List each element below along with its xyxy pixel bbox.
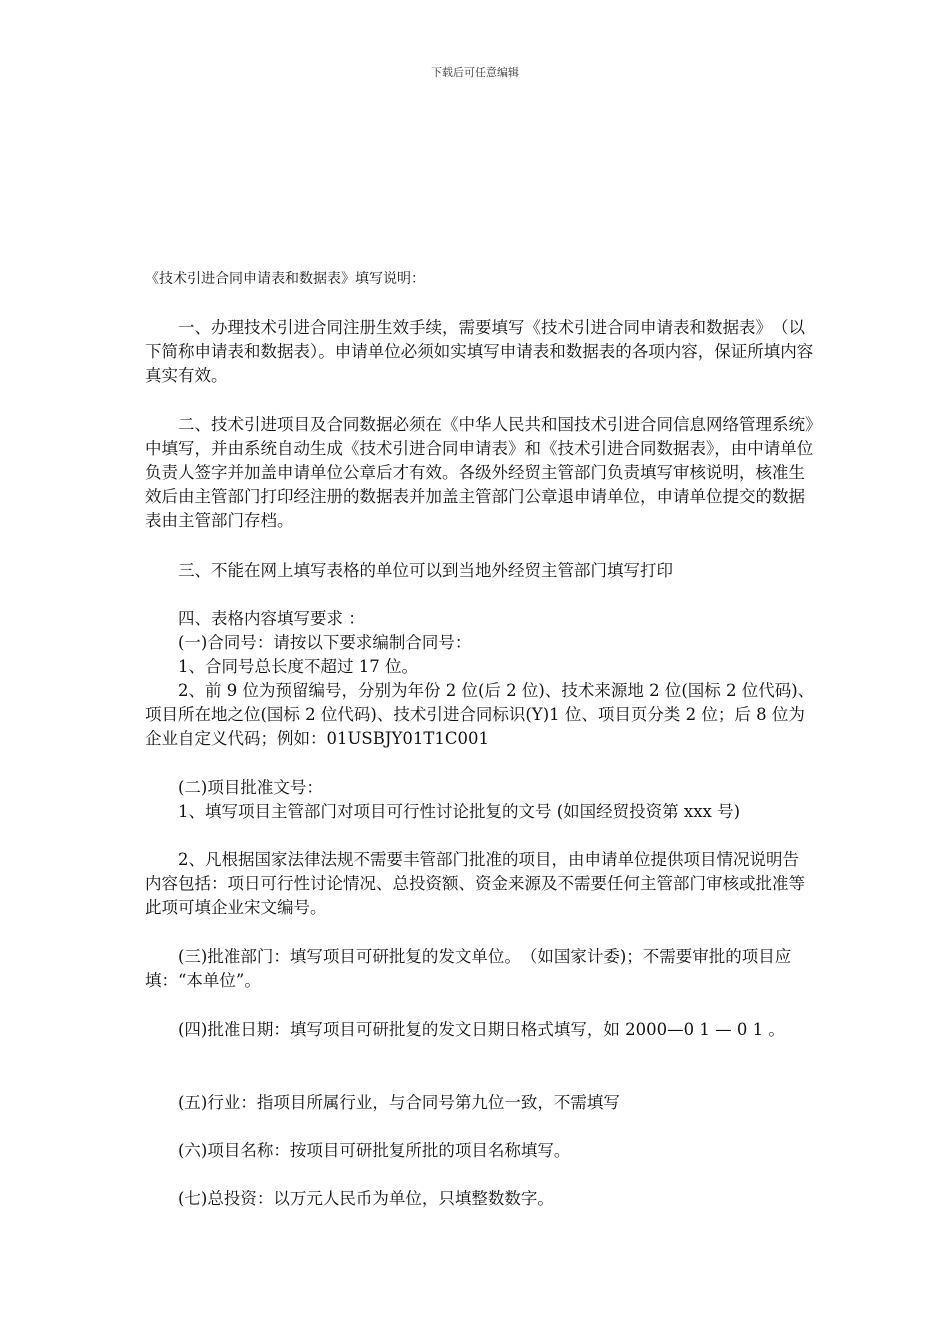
paragraph-3: 三、不能在网上填写表格的单位可以到当地外经贸主管部门填写打印	[145, 561, 673, 580]
paragraph-approval-department: (三)批准部门：填写项目可研批复的发文单位。 （如国家计委)；不需要审批的项目应填：“本单位”。	[145, 947, 792, 990]
list-item: 2、凡根据国家法律法规不需要丰管部门批准的项目，由申请单位提供项目情况说明告内容包括：项日可行性讨论情况、总投资额、资金来源及不需要任何主管部门审核或批准等此项可填企业宋文编号。	[145, 850, 805, 917]
paragraph-1: 一、办理技术引进合同注册生效手续，需要填写《技术引进合同申请表和数据表》 （以下简称申请表和数据表）。申请单位必须如实填写申请表和数据表的各项内容，保证所填内容真实有效。	[145, 318, 814, 385]
subheading-approval-number: (二)项目批准文号：	[145, 778, 323, 797]
section-heading-4: 四、表格内容填写要求 ：	[145, 609, 365, 628]
paragraph-total-investment: (七)总投资：以万元人民币为单位，只填整数数字。	[145, 1189, 554, 1208]
document-title: 《技术引进合同申请表和数据表》填写说明：	[145, 271, 425, 287]
list-item: 2、前 9 位为预留编号，分别为年份 2 位(后 2 位)、技术来源地 2 位(国标 2 位代码)、项目所在地之位(国标 2 位代码)、技术引进合同标识(Y)1 位、项目页分类 2 位；后 8 位为企业自定义代码；例如：01USBJY01T1C001	[145, 681, 815, 748]
subheading-contract-number: (一)合同号：请按以下要求编制合同号：	[145, 633, 472, 652]
paragraph-industry: (五)行业：指项目所属行业，与合同号第九位一致，不需填写	[145, 1093, 620, 1112]
list-item: 1、填写项目主管部门对项目可行性讨论批复的文号 (如国经贸投资第 xxx 号)	[145, 802, 741, 821]
list-item: 1、合同号总长度不超过 17 位。	[145, 657, 418, 676]
paragraph-2: 二、技术引进项目及合同数据必须在《中华人民共和国技术引进合同信息网络管理系统》中填写，并由系统自动生成《技术引进合同申请表》和《技术引进合同数据表》，由中请单位负责人签字并加盖申请单位公章后才有效。各级外经贸主管部门负责填写审核说明，核准生效后由主管部门打印经注册的数据表并加盖主管部门公章退申请单位，申请单位提交的数据表由主管部门存档。	[145, 415, 814, 530]
paragraph-approval-date: (四)批准日期：填写项目可研批复的发文日期日格式填写，如 2000—0 1 — 0 1 。	[145, 1020, 785, 1039]
paragraph-project-name: (六)项目名称：按项目可研批复所批的项目名称填写。	[145, 1141, 571, 1160]
page-header: 下载后可任意编辑	[431, 66, 519, 79]
